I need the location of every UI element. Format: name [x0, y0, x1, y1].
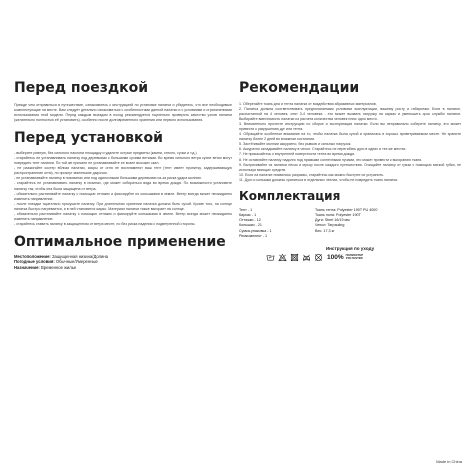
care-section	[239, 246, 461, 262]
install-item: - старайтесь ставить палатку в защищенном от ветра месте, но без риска падения с подветренной стороны.	[14, 221, 196, 226]
kit-spec: Ткань тента: Polyester 190T PU 4000	[315, 207, 378, 212]
recommendations-title: Рекомендации	[239, 80, 360, 96]
before-trip-text: Прежде чем отправиться в путешествие, ознакомьтесь с инструкцией по установке палатки и убедитесь, что все необходимые комплектующие на месте. Вам следует детально ознакомиться с особенностями данной палатки и с условиями и ограничениями использования этой модели. Перед каждым выездом в поход рекомендуется тщательно проверять качество узлов палатки (желательно полностью её установить), особенно после долговременного хранения или первого использования.	[14, 103, 232, 123]
usage-value: Обычные/Умеренные	[55, 259, 98, 265]
recommendation-item: 8. Не оставляйте палатку надолго под прямыми солнечными лучами, это может привести к выгоранию ткани.	[239, 157, 423, 162]
kit-item: Оттяжки - 12	[239, 218, 261, 223]
no-bleach-icon	[278, 253, 287, 262]
recommendation-item: 2. Палатка должна соответствовать предполагаемым условиям эксплуатации, вашему росту и габаритам. Если в палатке, рассчитанной на 4 человек, спят 3-4 человека - это может вызвать нагрузку на каркас и уменьшить срок службы палатки. Выбирайте вместимость палатки из расчета количества человек плюс одно место.	[239, 107, 461, 122]
kit-item: Ремкомплект - 1	[239, 233, 267, 238]
kit-item: Колышки - 21	[239, 223, 262, 228]
install-item: - не разжигайте костер вблизи палатки, искры от огня не воспламенят ваш тент (тент имеет пропитку, задерживающую распространение огня), но прожгут маленькие дырочки.	[14, 166, 232, 176]
recommendation-item: 4. Обращайте особенное внимание на то, чтобы палатка была сухой и хранилась в хорошо проветриваемом месте. Не храните палатку более 2 дней во влажном состоянии.	[239, 132, 461, 142]
install-item: - старайтесь не устанавливать палатку в низинах, где может собираться вода во время дождя. По возможности установите палатку так, чтобы она была защищена от ветра.	[14, 181, 232, 191]
material-name-ru: ПОЛИЭСТЕР	[345, 253, 364, 258]
usage-title: Оптимальное применение	[14, 233, 226, 250]
kit-items-column	[239, 208, 305, 239]
kit-spec: Вес: 17,3 кг	[315, 228, 335, 233]
usage-key: Погодные условия:	[14, 259, 55, 265]
no-tumble-dry-icon	[290, 253, 299, 262]
usage-value: Защищенная низина/Долина	[51, 253, 108, 259]
kit-spec: Ткань пола: Polyester 190T	[315, 212, 361, 217]
kit-item: Каркас - 1	[239, 212, 257, 217]
usage-row	[14, 265, 232, 271]
kit-spec: Дуги: Steel 16/19 мм	[315, 218, 350, 223]
before-trip-title: Перед поездкой	[14, 80, 149, 96]
usage-key: Назначение:	[14, 265, 40, 271]
material-percent: 100%	[327, 253, 344, 261]
no-iron-icon	[302, 253, 311, 262]
recommendation-item: 6. Аккуратно складывайте палатку в чехол. Старайтесь не перегибать дуги в одних и тех же местах.	[239, 147, 407, 152]
made-in-label: Made in China	[436, 459, 462, 464]
hand-wash-icon	[266, 253, 275, 262]
kit-spec: Чехол: Tarpauling	[315, 223, 345, 228]
install-item: - после поездки тщательно просушите палатку. При длительном хранении палатка должна быть сухой. Кроме того, на солнце палатка быстро нагревается, и в ней становится жарко. Материал палатки также выгорает на солнце.	[14, 201, 232, 211]
install-item: - обязательно растягивайте палатку с помощью оттяжек и фиксируйте их колышками в земле. Ветер всегда может неожиданно изменить направление.	[14, 191, 232, 201]
recommendation-item: 10. Если на палатке появились разрывы, старайтесь как можно быстрее их устранить.	[239, 172, 385, 177]
usage-key: Местоположение:	[14, 253, 51, 259]
recommendation-item: 5. Застёгивайте молнии аккуратно, без рывков и сильных нагрузок.	[239, 142, 352, 147]
right-column	[239, 80, 461, 262]
care-title: Инструкция по уходу	[325, 245, 375, 251]
material-name-en: POLYESTER	[346, 256, 363, 261]
kit-title: Комплектация	[239, 188, 341, 203]
kit-table	[239, 208, 461, 239]
care-icons	[239, 253, 461, 262]
install-item: - не устанавливайте палатку в низовинах или под одиночными большими деревьями из-за риска удара молнии.	[14, 176, 202, 181]
recommendation-item: 7. Не прикасайтесь к внутренней поверхности тента во время дождя.	[239, 152, 356, 157]
kit-item: Сумка-упаковка - 1	[239, 228, 272, 233]
usage-value: Временное жилье	[41, 265, 77, 271]
no-dry-clean-icon	[314, 253, 323, 262]
recommendation-item: 3. Внимательно прочтите инструкцию по сборке и эксплуатации палатки. Если вы неправильно соберете палатку, это может привести к разрушению дуг или тента.	[239, 122, 461, 132]
recommendation-item: 1. Оберегайте ткань дна и тента палатки от воздействия абразивных материалов.	[239, 102, 377, 106]
recommendation-item: 9. Вытряхивайте из палатки песок и мусор после каждого путешествия. Очищайте палатку от грязи с помощью мягкой губки, не используя моющих средств.	[239, 162, 461, 172]
material-badge	[327, 254, 363, 261]
install-item: - старайтесь не устанавливать палатку под деревьями с большими сухими ветками. Во время сильного ветра сухие ветки могут повредить тент палатки. По той же причине не устанавливайте ее возле высоких скал.	[14, 156, 232, 166]
kit-item: Тент - 1	[239, 207, 253, 212]
left-column	[14, 80, 232, 271]
recommendation-item: 11. Дуги и колышки должны храниться в отдельных чехлах, чтобы не повредить ткань палатки.	[239, 177, 399, 182]
before-install-title: Перед установкой	[14, 130, 163, 147]
install-item: - обязательно растягивайте палатку с помощью оттяжек и фиксируйте колышками в земле. Ветер всегда может неожиданно изменить направление.	[14, 211, 232, 221]
kit-specs-column	[315, 208, 435, 239]
material-name	[346, 254, 363, 260]
install-item: - выберите ровную, без сильного наклона площадку и удалите острые предметы (камни, стекло, сучки и т.д.)	[14, 151, 197, 156]
